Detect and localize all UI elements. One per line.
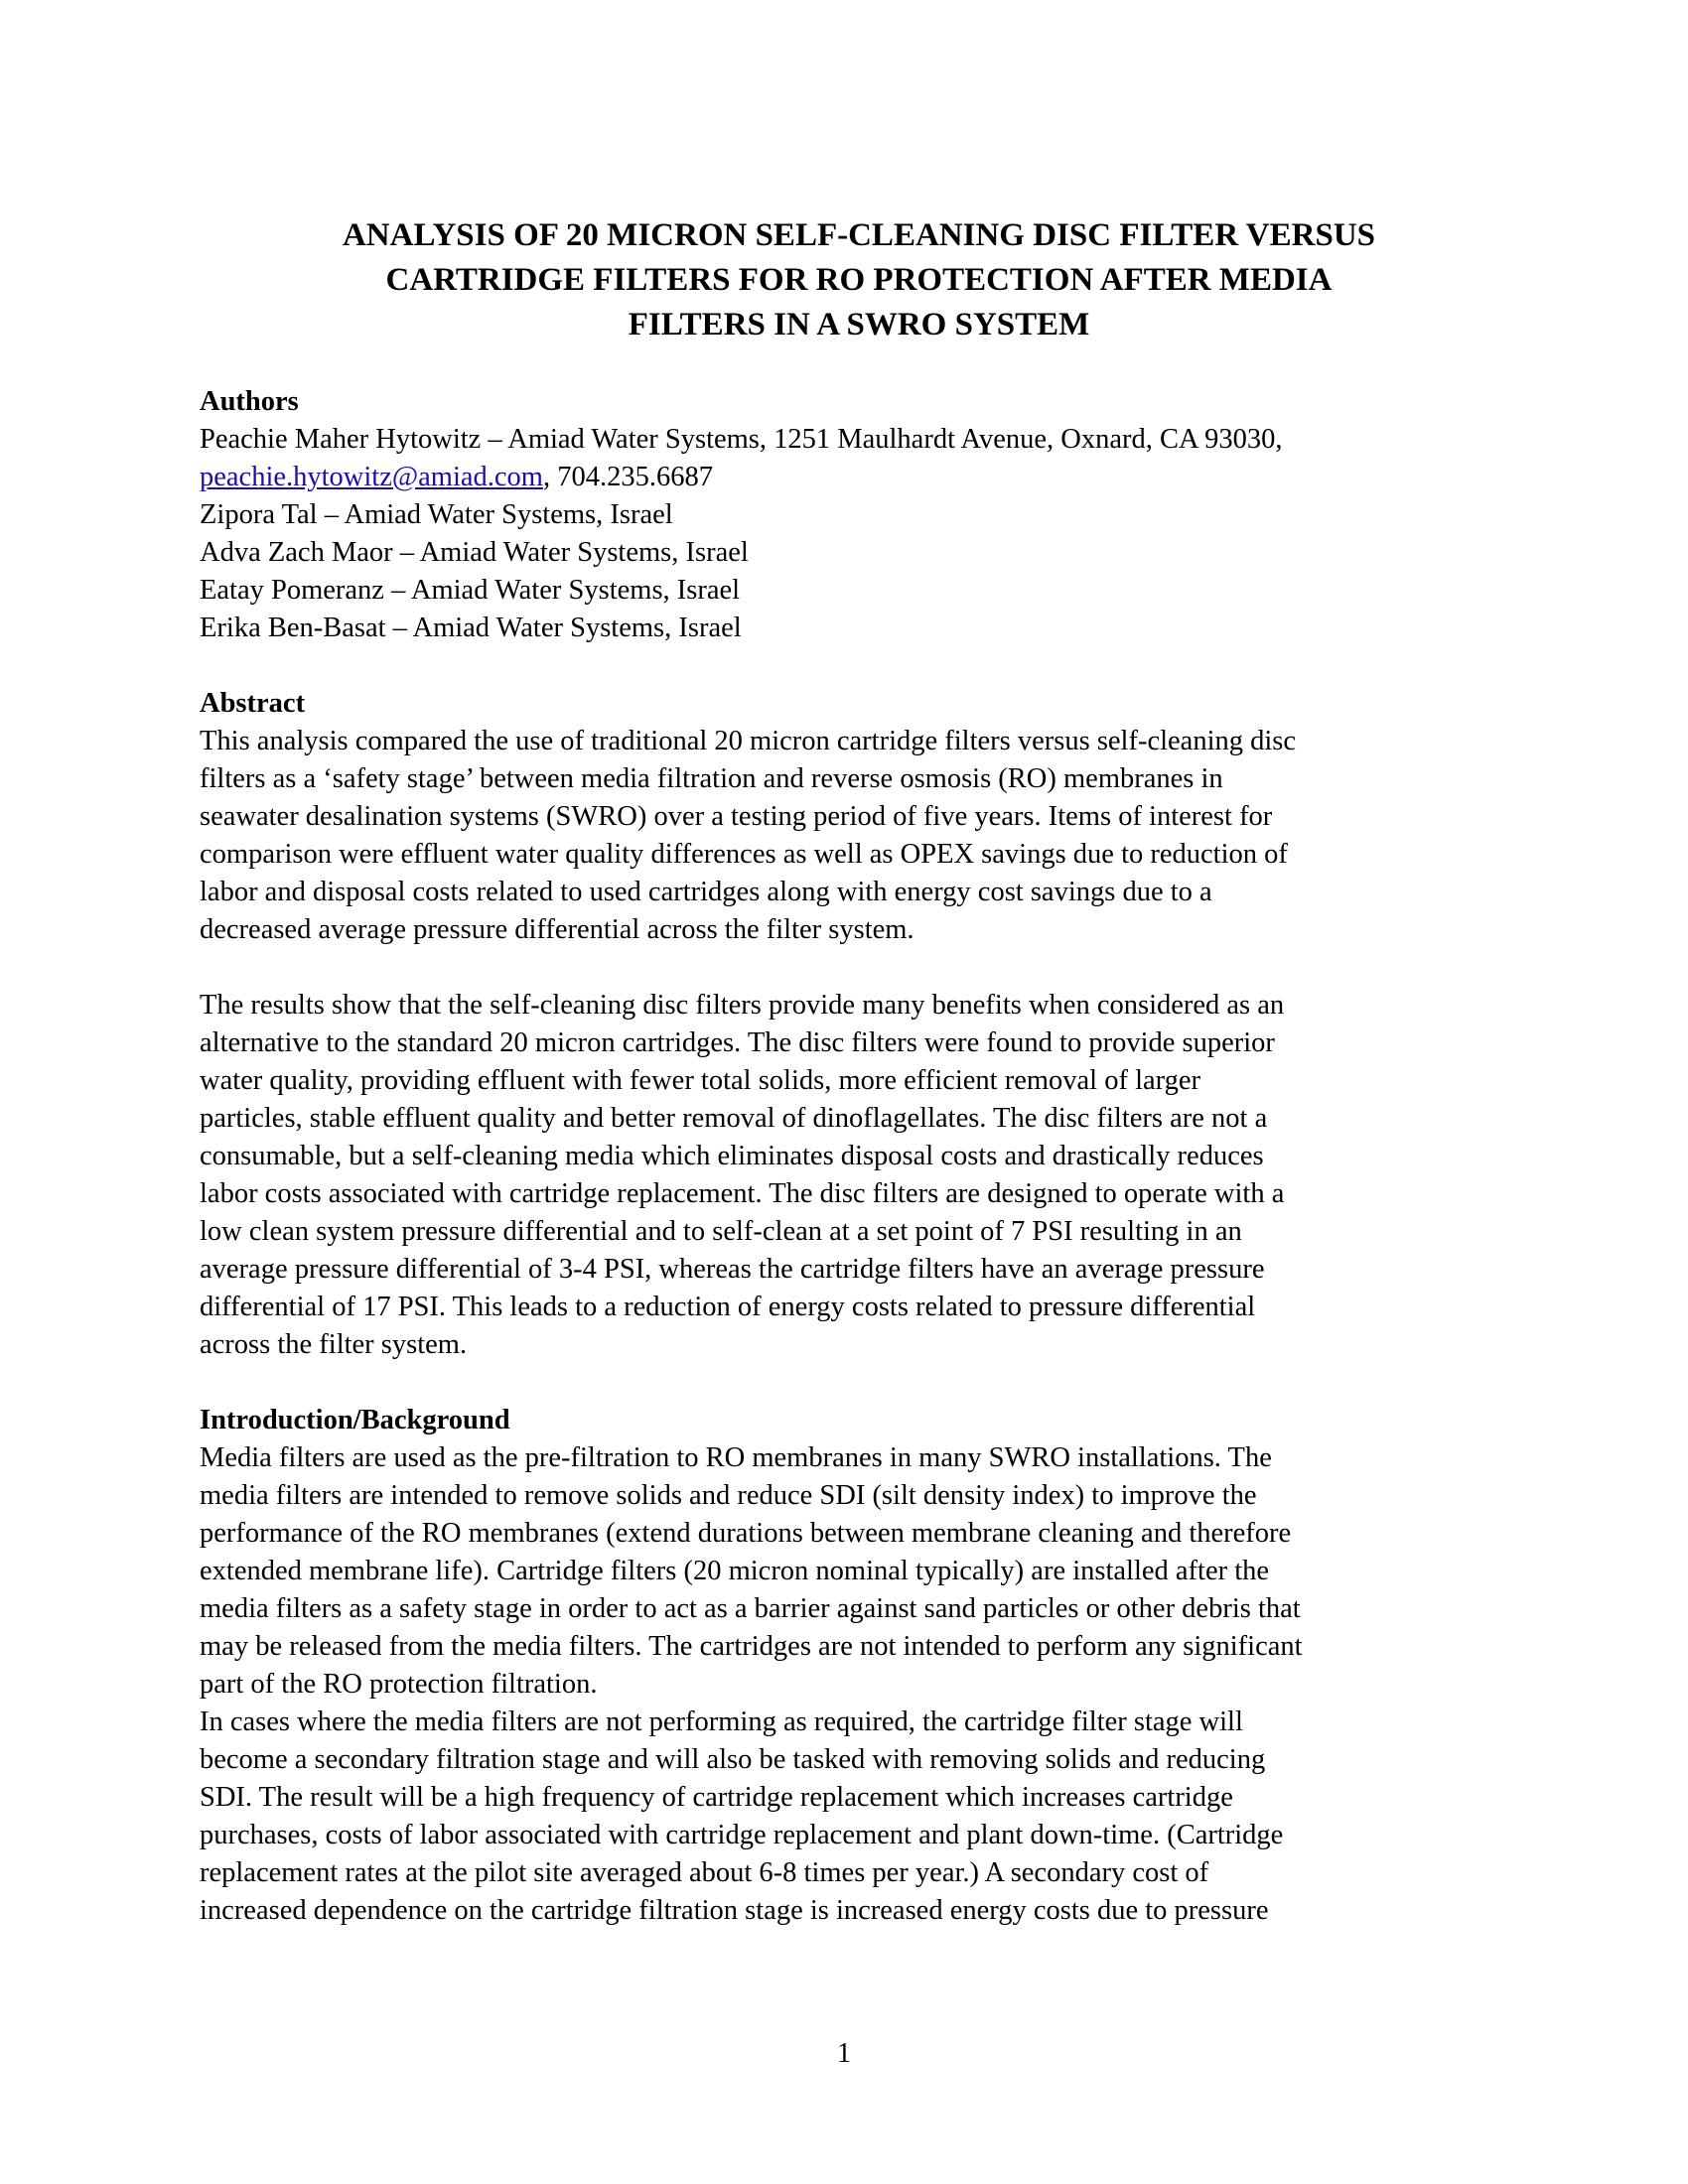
introduction-paragraph xyxy=(200,1704,1530,1930)
text-line: performance of the RO membranes (extend durations between membrane cleaning and therefore xyxy=(200,1518,1292,1549)
authors-heading: Authors xyxy=(200,386,299,417)
text-line: alternative to the standard 20 micron cartridges. The disc filters were found to provide superior xyxy=(200,1027,1275,1058)
text-line: increased dependence on the cartridge filtration stage is increased energy costs due to pressure xyxy=(200,1895,1269,1926)
author-phone: , 704.235.6687 xyxy=(542,462,713,492)
text-line: purchases, costs of labor associated with cartridge replacement and plant down-time. (Cartridge xyxy=(200,1820,1284,1850)
page-number: 1 xyxy=(836,2038,852,2069)
text-line: The results show that the self-cleaning disc filters provide many benefits when considered as an xyxy=(200,990,1285,1021)
title-line: FILTERS IN A SWRO SYSTEM xyxy=(628,307,1090,342)
text-line: water quality, providing effluent with fewer total solids, more efficient removal of larger xyxy=(200,1065,1201,1096)
introduction-heading: Introduction/Background xyxy=(200,1405,510,1435)
author-email-link[interactable]: peachie.hytowitz@amiad.com xyxy=(200,462,543,492)
text-line: become a secondary filtration stage and will also be tasked with removing solids and reducing xyxy=(200,1744,1266,1775)
paper-title xyxy=(199,213,1519,347)
author-line: Erika Ben-Basat – Amiad Water Systems, Israel xyxy=(200,613,742,643)
text-line: In cases where the media filters are not performing as required, the cartridge filter stage will xyxy=(200,1706,1243,1737)
text-line: may be released from the media filters. The cartridges are not intended to perform any significant xyxy=(200,1631,1303,1662)
introduction-paragraph xyxy=(200,1439,1530,1704)
author-line: Peachie Maher Hytowitz – Amiad Water Systems, 1251 Maulhardt Avenue, Oxnard, CA 93030, xyxy=(200,424,1283,455)
text-line: low clean system pressure differential and to self-clean at a set point of 7 PSI resulting in an xyxy=(200,1216,1242,1247)
text-line: replacement rates at the pilot site averaged about 6-8 times per year.) A secondary cost of xyxy=(200,1857,1209,1888)
title-line: CARTRIDGE FILTERS FOR RO PROTECTION AFTER MEDIA xyxy=(385,262,1333,298)
authors-section xyxy=(200,383,1530,647)
title-line: ANALYSIS OF 20 MICRON SELF-CLEANING DISC FILTER VERSUS xyxy=(342,217,1376,253)
abstract-paragraph xyxy=(200,987,1530,1364)
text-line: comparison were effluent water quality differences as well as OPEX savings due to reduction of xyxy=(200,839,1288,870)
author-line: Eatay Pomeranz – Amiad Water Systems, Israel xyxy=(200,575,741,606)
abstract-section xyxy=(200,685,1530,1364)
text-line: seawater desalination systems (SWRO) over a testing period of five years. Items of interest for xyxy=(200,801,1273,832)
text-line: across the filter system. xyxy=(200,1329,468,1360)
text-line: decreased average pressure differential across the filter system. xyxy=(200,914,914,945)
author-contact-line xyxy=(200,459,1530,496)
abstract-paragraph xyxy=(200,723,1530,949)
paragraph-spacer xyxy=(200,949,1530,987)
text-line: labor costs associated with cartridge replacement. The disc filters are designed to operate with a xyxy=(200,1178,1285,1209)
abstract-heading: Abstract xyxy=(200,688,306,719)
text-line: labor and disposal costs related to used cartridges along with energy cost savings due to a xyxy=(200,877,1212,907)
author-line: Zipora Tal – Amiad Water Systems, Israel xyxy=(200,499,673,530)
text-line: part of the RO protection filtration. xyxy=(200,1669,598,1700)
text-line: extended membrane life). Cartridge filters (20 micron nominal typically) are installed after the xyxy=(200,1556,1270,1586)
body-content xyxy=(200,383,1530,1930)
text-line: media filters are intended to remove solids and reduce SDI (silt density index) to improve the xyxy=(200,1480,1257,1511)
text-line: filters as a ‘safety stage’ between media filtration and reverse osmosis (RO) membranes in xyxy=(200,763,1223,794)
text-line: average pressure differential of 3-4 PSI, whereas the cartridge filters have an average pressure xyxy=(200,1254,1265,1285)
introduction-section xyxy=(200,1402,1530,1930)
text-line: particles, stable effluent quality and better removal of dinoflagellates. The disc filters are not a xyxy=(200,1103,1268,1134)
text-line: consumable, but a self-cleaning media which eliminates disposal costs and drastically reduces xyxy=(200,1141,1264,1171)
section-spacer xyxy=(200,647,1530,685)
section-spacer xyxy=(200,1364,1530,1402)
text-line: Media filters are used as the pre-filtration to RO membranes in many SWRO installations. The xyxy=(200,1442,1272,1473)
text-line: This analysis compared the use of traditional 20 micron cartridge filters versus self-cleaning disc xyxy=(200,726,1297,756)
text-line: differential of 17 PSI. This leads to a reduction of energy costs related to pressure differential xyxy=(200,1292,1256,1322)
text-line: media filters as a safety stage in order to act as a barrier against sand particles or other debris that xyxy=(200,1593,1301,1624)
text-line: SDI. The result will be a high frequency of cartridge replacement which increases cartridge xyxy=(200,1782,1233,1813)
author-line: Adva Zach Maor – Amiad Water Systems, Israel xyxy=(200,537,749,568)
